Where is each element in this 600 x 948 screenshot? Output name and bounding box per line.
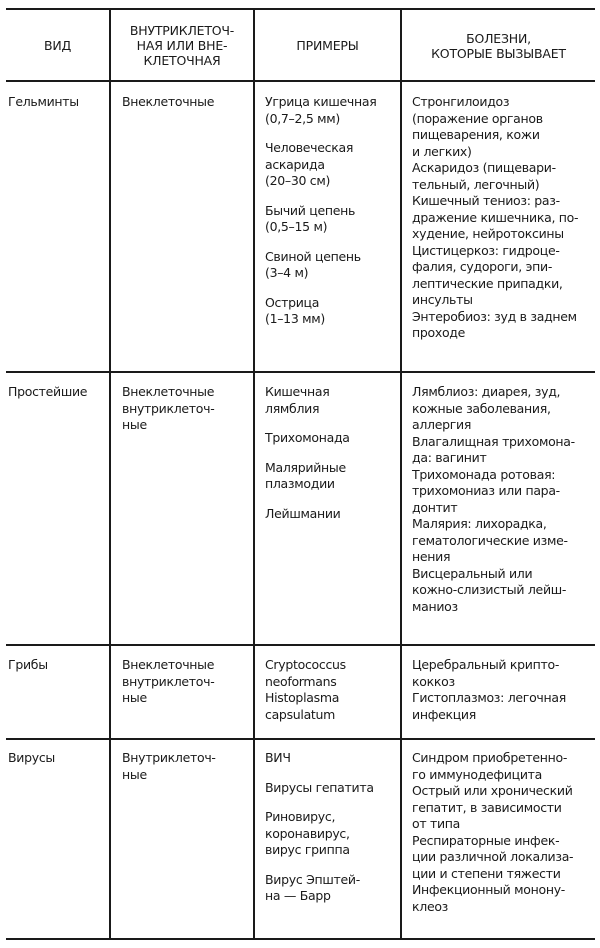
example-line: Человеческая [265, 140, 354, 155]
disease-line: Аскаридоз (пищевари- [412, 160, 556, 175]
location-line: Внеклеточные [122, 94, 215, 109]
disease-line: инсульты [412, 292, 473, 307]
disease-line: Малярия: лихорадка, [412, 516, 547, 531]
cell-location [122, 657, 214, 707]
location-line: внутриклеточ- [122, 400, 215, 416]
column-divider [109, 9, 111, 940]
example-line: (0,7–2,5 мм) [265, 110, 340, 126]
kind-text: Простейшие [8, 384, 88, 399]
example-line: Кишечная [265, 384, 330, 399]
example-line: коронавирус, [265, 825, 350, 841]
header-text [44, 38, 71, 53]
location-line: Внеклеточные [122, 384, 215, 399]
disease-line: Энтеробиоз: зуд в заднем [412, 308, 577, 324]
row-divider [6, 371, 595, 373]
cell-diseases [412, 750, 573, 915]
example-item [265, 780, 374, 797]
header-text [296, 38, 358, 53]
example-line: Лейшмании [265, 505, 341, 521]
disease-line: маниоз [412, 598, 458, 614]
example-line: Острица [265, 294, 320, 310]
location-line: ные [122, 417, 147, 432]
header-line: КЛЕТОЧНАЯ [143, 53, 221, 68]
disease-line: тельный, легочный) [412, 176, 540, 192]
disease-line: Острый или хронический [412, 783, 573, 798]
example-item [265, 384, 350, 417]
example-line: ВИЧ [265, 750, 291, 765]
example-item [265, 249, 376, 282]
header-line: НАЯ ИЛИ ВНЕ- [136, 38, 228, 53]
cell-location [122, 94, 214, 111]
example-line: Свиной цепень [265, 248, 361, 264]
example-line: (20–30 см) [265, 173, 331, 188]
disease-line: да: вагинит [412, 450, 487, 465]
disease-line: Стронгилоидоз [412, 94, 510, 109]
example-line: Бычий цепень [265, 202, 356, 218]
cell-examples [265, 750, 374, 905]
disease-line: гематологические изме- [412, 532, 568, 548]
disease-line: от типа [412, 816, 461, 831]
example-line: (0,5–15 м) [265, 219, 328, 234]
example-line: Вирусы гепатита [265, 779, 374, 795]
column-divider [253, 9, 255, 940]
disease-line: проходе [412, 325, 466, 340]
header-line: БОЛЕЗНИ, [466, 30, 531, 46]
disease-line: коккоз [412, 673, 455, 689]
disease-line: Висцеральный или [412, 565, 533, 581]
disease-line: ции и степени тяжести [412, 865, 561, 881]
disease-line: гепатит, в зависимости [412, 799, 562, 815]
disease-line: Гистоплазмоз: легочная [412, 690, 566, 705]
header-line: ВНУТРИКЛЕТОЧ- [129, 23, 235, 38]
disease-line: Церебральный крипто- [412, 657, 560, 672]
disease-line: ции различной локализа- [412, 849, 574, 864]
disease-line: го иммунодефицита [412, 766, 543, 782]
cell-kind [8, 94, 79, 111]
cell-kind [8, 750, 55, 767]
disease-line: донтит [412, 499, 458, 515]
disease-line: фалия, судороги, эпи- [412, 259, 553, 274]
example-line: (3–4 м) [265, 265, 309, 280]
disease-line: Синдром приобретенно- [412, 750, 568, 765]
example-item [265, 872, 374, 905]
example-line: Угрица кишечная [265, 94, 377, 109]
example-item [265, 657, 346, 723]
kind-text: Гельминты [8, 94, 79, 109]
disease-line: аллергия [412, 417, 472, 432]
header-kind [6, 10, 109, 81]
example-line: Риновирус, [265, 809, 336, 824]
cell-diseases [412, 384, 575, 615]
header-line: ВИД [43, 38, 72, 53]
disease-line: трихомониаз или пара- [412, 483, 560, 498]
disease-line: клеоз [412, 898, 449, 914]
example-item [265, 140, 376, 190]
disease-line: Респираторные инфек- [412, 832, 560, 848]
cell-location [122, 384, 214, 434]
header-diseases [402, 10, 595, 81]
cell-examples [265, 384, 350, 522]
column-divider [400, 9, 402, 940]
cell-examples [265, 94, 376, 328]
disease-line: кожные заболевания, [412, 400, 551, 416]
kind-text: Грибы [8, 657, 48, 672]
example-line: Малярийные [265, 459, 346, 475]
kind-text: Вирусы [8, 750, 55, 765]
disease-line: и легких) [412, 143, 472, 159]
header-line: ПРИМЕРЫ [296, 38, 359, 53]
example-item [265, 94, 376, 127]
disease-line: Инфекционный монону- [412, 882, 566, 897]
disease-line: Лямблиоз: диарея, зуд, [412, 384, 561, 399]
disease-line: Цистицеркоз: гидроце- [412, 242, 560, 258]
example-line: Cryptococcus [265, 657, 346, 672]
cell-examples [265, 657, 346, 723]
example-item [265, 460, 350, 493]
header-location [111, 10, 253, 81]
disease-line: Трихомонада ротовая: [412, 466, 556, 482]
example-line: на — Барр [265, 888, 331, 903]
cell-location [122, 750, 216, 783]
disease-line: Кишечный тениоз: раз- [412, 193, 560, 208]
example-line: (1–13 мм) [265, 311, 325, 326]
example-item [265, 430, 350, 447]
cell-diseases [412, 94, 578, 342]
example-item [265, 506, 350, 523]
cell-kind [8, 657, 48, 674]
location-line: ные [122, 766, 147, 782]
example-line: Histoplasma [265, 690, 340, 705]
location-line: Внутриклеточ- [122, 750, 216, 765]
location-line: Внеклеточные [122, 657, 215, 672]
example-item [265, 750, 374, 767]
example-line: Вирус Эпштей- [265, 871, 360, 887]
disease-line: инфекция [412, 706, 476, 722]
row-divider [6, 738, 595, 740]
header-examples [255, 10, 400, 81]
example-item [265, 809, 374, 859]
disease-line: дражение кишечника, по- [412, 209, 579, 225]
example-line: лямблия [265, 400, 320, 416]
example-line: аскарида [265, 156, 325, 172]
table-bottom-border [6, 938, 595, 940]
location-line: ные [122, 690, 147, 705]
example-line: capsulatum [265, 706, 336, 722]
example-line: Трихомонада [265, 430, 350, 445]
disease-line: худение, нейротоксины [412, 226, 564, 241]
header-text [130, 23, 234, 68]
disease-line: лептические припадки, [412, 275, 563, 291]
example-line: вирус гриппа [265, 842, 350, 857]
disease-line: нения [412, 549, 451, 564]
disease-line: (поражение органов [412, 110, 543, 126]
cell-diseases [412, 657, 566, 723]
example-item [265, 203, 376, 236]
location-line: внутриклеточ- [122, 673, 215, 689]
example-line: neoformans [265, 673, 337, 689]
row-divider [6, 644, 595, 646]
header-text [431, 31, 566, 61]
disease-line: Влагалищная трихомона- [412, 433, 575, 449]
header-line: КОТОРЫЕ ВЫЗЫВАЕТ [431, 45, 566, 61]
disease-line: пищеварения, кожи [412, 127, 540, 142]
disease-line: кожно-слизистый лейш- [412, 582, 567, 597]
example-line: плазмодии [265, 476, 335, 491]
cell-kind [8, 384, 87, 401]
example-item [265, 295, 376, 328]
